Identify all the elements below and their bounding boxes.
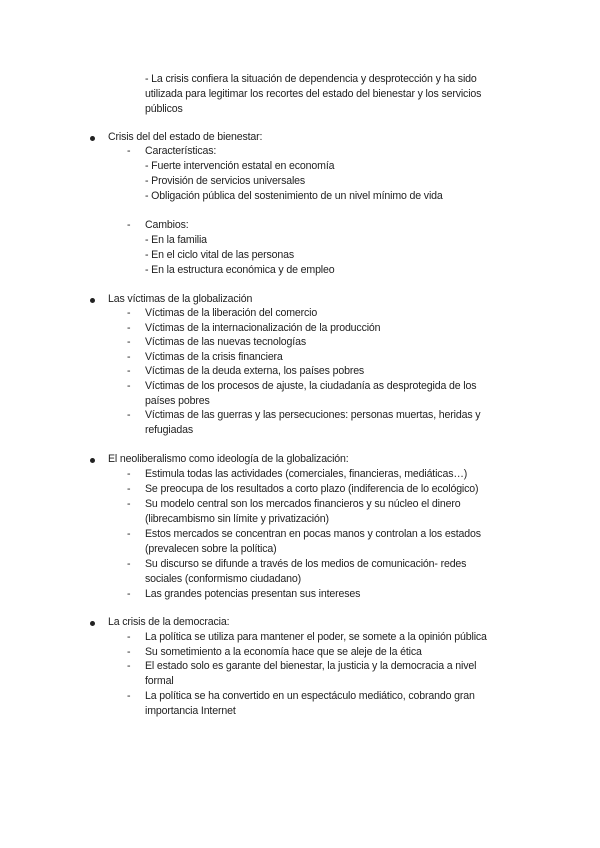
bullet-icon — [90, 298, 95, 303]
list-item: - Provisión de servicios universales — [145, 175, 306, 187]
list-item: Se preocupa de los resultados a corto plazo (indiferencia de lo ecológico) — [145, 483, 479, 495]
dash-icon: - — [127, 322, 131, 334]
bullet-icon — [90, 458, 95, 463]
list-item: Su modelo central son los mercados financieros y su núcleo el dinero — [145, 498, 461, 510]
intro-line: públicos — [145, 103, 183, 115]
list-item: Estimula todas las actividades (comerciales, financieras, mediáticas…) — [145, 468, 468, 480]
intro-line: utilizada para legitimar los recortes del estado del bienestar y los servicios — [145, 88, 482, 100]
list-item: - En el ciclo vital de las personas — [145, 249, 295, 261]
list-item: Víctimas de las nuevas tecnologías — [145, 336, 306, 348]
dash-icon: - — [127, 351, 131, 363]
list-item: Víctimas de las guerras y las persecuciones: personas muertas, heridas y — [145, 409, 481, 421]
dash-icon: - — [127, 631, 131, 643]
list-item: Las grandes potencias presentan sus intereses — [145, 588, 361, 600]
intro-line: - La crisis confiera la situación de dependencia y desprotección y ha sido — [145, 73, 477, 85]
list-item-continuation: (librecambismo sin límite y privatización) — [145, 513, 329, 525]
section-title: Las víctimas de la globalización — [108, 293, 253, 305]
group-heading: Características: — [145, 145, 217, 157]
dash-icon: - — [127, 498, 131, 510]
dash-icon: - — [127, 145, 131, 157]
dash-icon: - — [127, 483, 131, 495]
list-item-continuation: importancia Internet — [145, 705, 236, 717]
bullet-icon — [90, 136, 95, 141]
list-item: La política se ha convertido en un espectáculo mediático, cobrando gran — [145, 690, 475, 702]
bullet-icon — [90, 621, 95, 626]
list-item: Estos mercados se concentran en pocas manos y controlan a los estados — [145, 528, 481, 540]
list-item: Víctimas de la crisis financiera — [145, 351, 283, 363]
dash-icon: - — [127, 528, 131, 540]
list-item: - Obligación pública del sostenimiento de un nivel mínimo de vida — [145, 190, 443, 202]
list-item-continuation: países pobres — [145, 395, 210, 407]
list-item: Su sometimiento a la economía hace que se aleje de la ética — [145, 646, 422, 658]
list-item: Víctimas de la deuda externa, los países pobres — [145, 365, 365, 377]
section-title: La crisis de la democracia: — [108, 616, 230, 628]
list-item: Su discurso se difunde a través de los medios de comunicación- redes — [145, 558, 467, 570]
list-item: Víctimas de los procesos de ajuste, la ciudadanía as desprotegida de los — [145, 380, 477, 392]
list-item-continuation: formal — [145, 675, 174, 687]
group-heading: Cambios: — [145, 219, 189, 231]
dash-icon: - — [127, 380, 131, 392]
dash-icon: - — [127, 409, 131, 421]
section-title: Crisis del del estado de bienestar: — [108, 131, 263, 143]
dash-icon: - — [127, 365, 131, 377]
list-item: El estado solo es garante del bienestar, la justicia y la democracia a nivel — [145, 660, 477, 672]
list-item-continuation: sociales (conformismo ciudadano) — [145, 573, 301, 585]
list-item: - Fuerte intervención estatal en economía — [145, 160, 335, 172]
dash-icon: - — [127, 307, 131, 319]
list-item: - En la estructura económica y de empleo — [145, 264, 335, 276]
dash-icon: - — [127, 219, 131, 231]
dash-icon: - — [127, 646, 131, 658]
list-item: La política se utiliza para mantener el poder, se somete a la opinión pública — [145, 631, 487, 643]
list-item-continuation: (prevalecen sobre la política) — [145, 543, 277, 555]
dash-icon: - — [127, 558, 131, 570]
section-title: El neoliberalismo como ideología de la globalización: — [108, 453, 349, 465]
dash-icon: - — [127, 660, 131, 672]
dash-icon: - — [127, 588, 131, 600]
dash-icon: - — [127, 468, 131, 480]
dash-icon: - — [127, 336, 131, 348]
list-item: Víctimas de la liberación del comercio — [145, 307, 318, 319]
list-item: - En la familia — [145, 234, 207, 246]
list-item: Víctimas de la internacionalización de la producción — [145, 322, 381, 334]
dash-icon: - — [127, 690, 131, 702]
list-item-continuation: refugiadas — [145, 424, 193, 436]
